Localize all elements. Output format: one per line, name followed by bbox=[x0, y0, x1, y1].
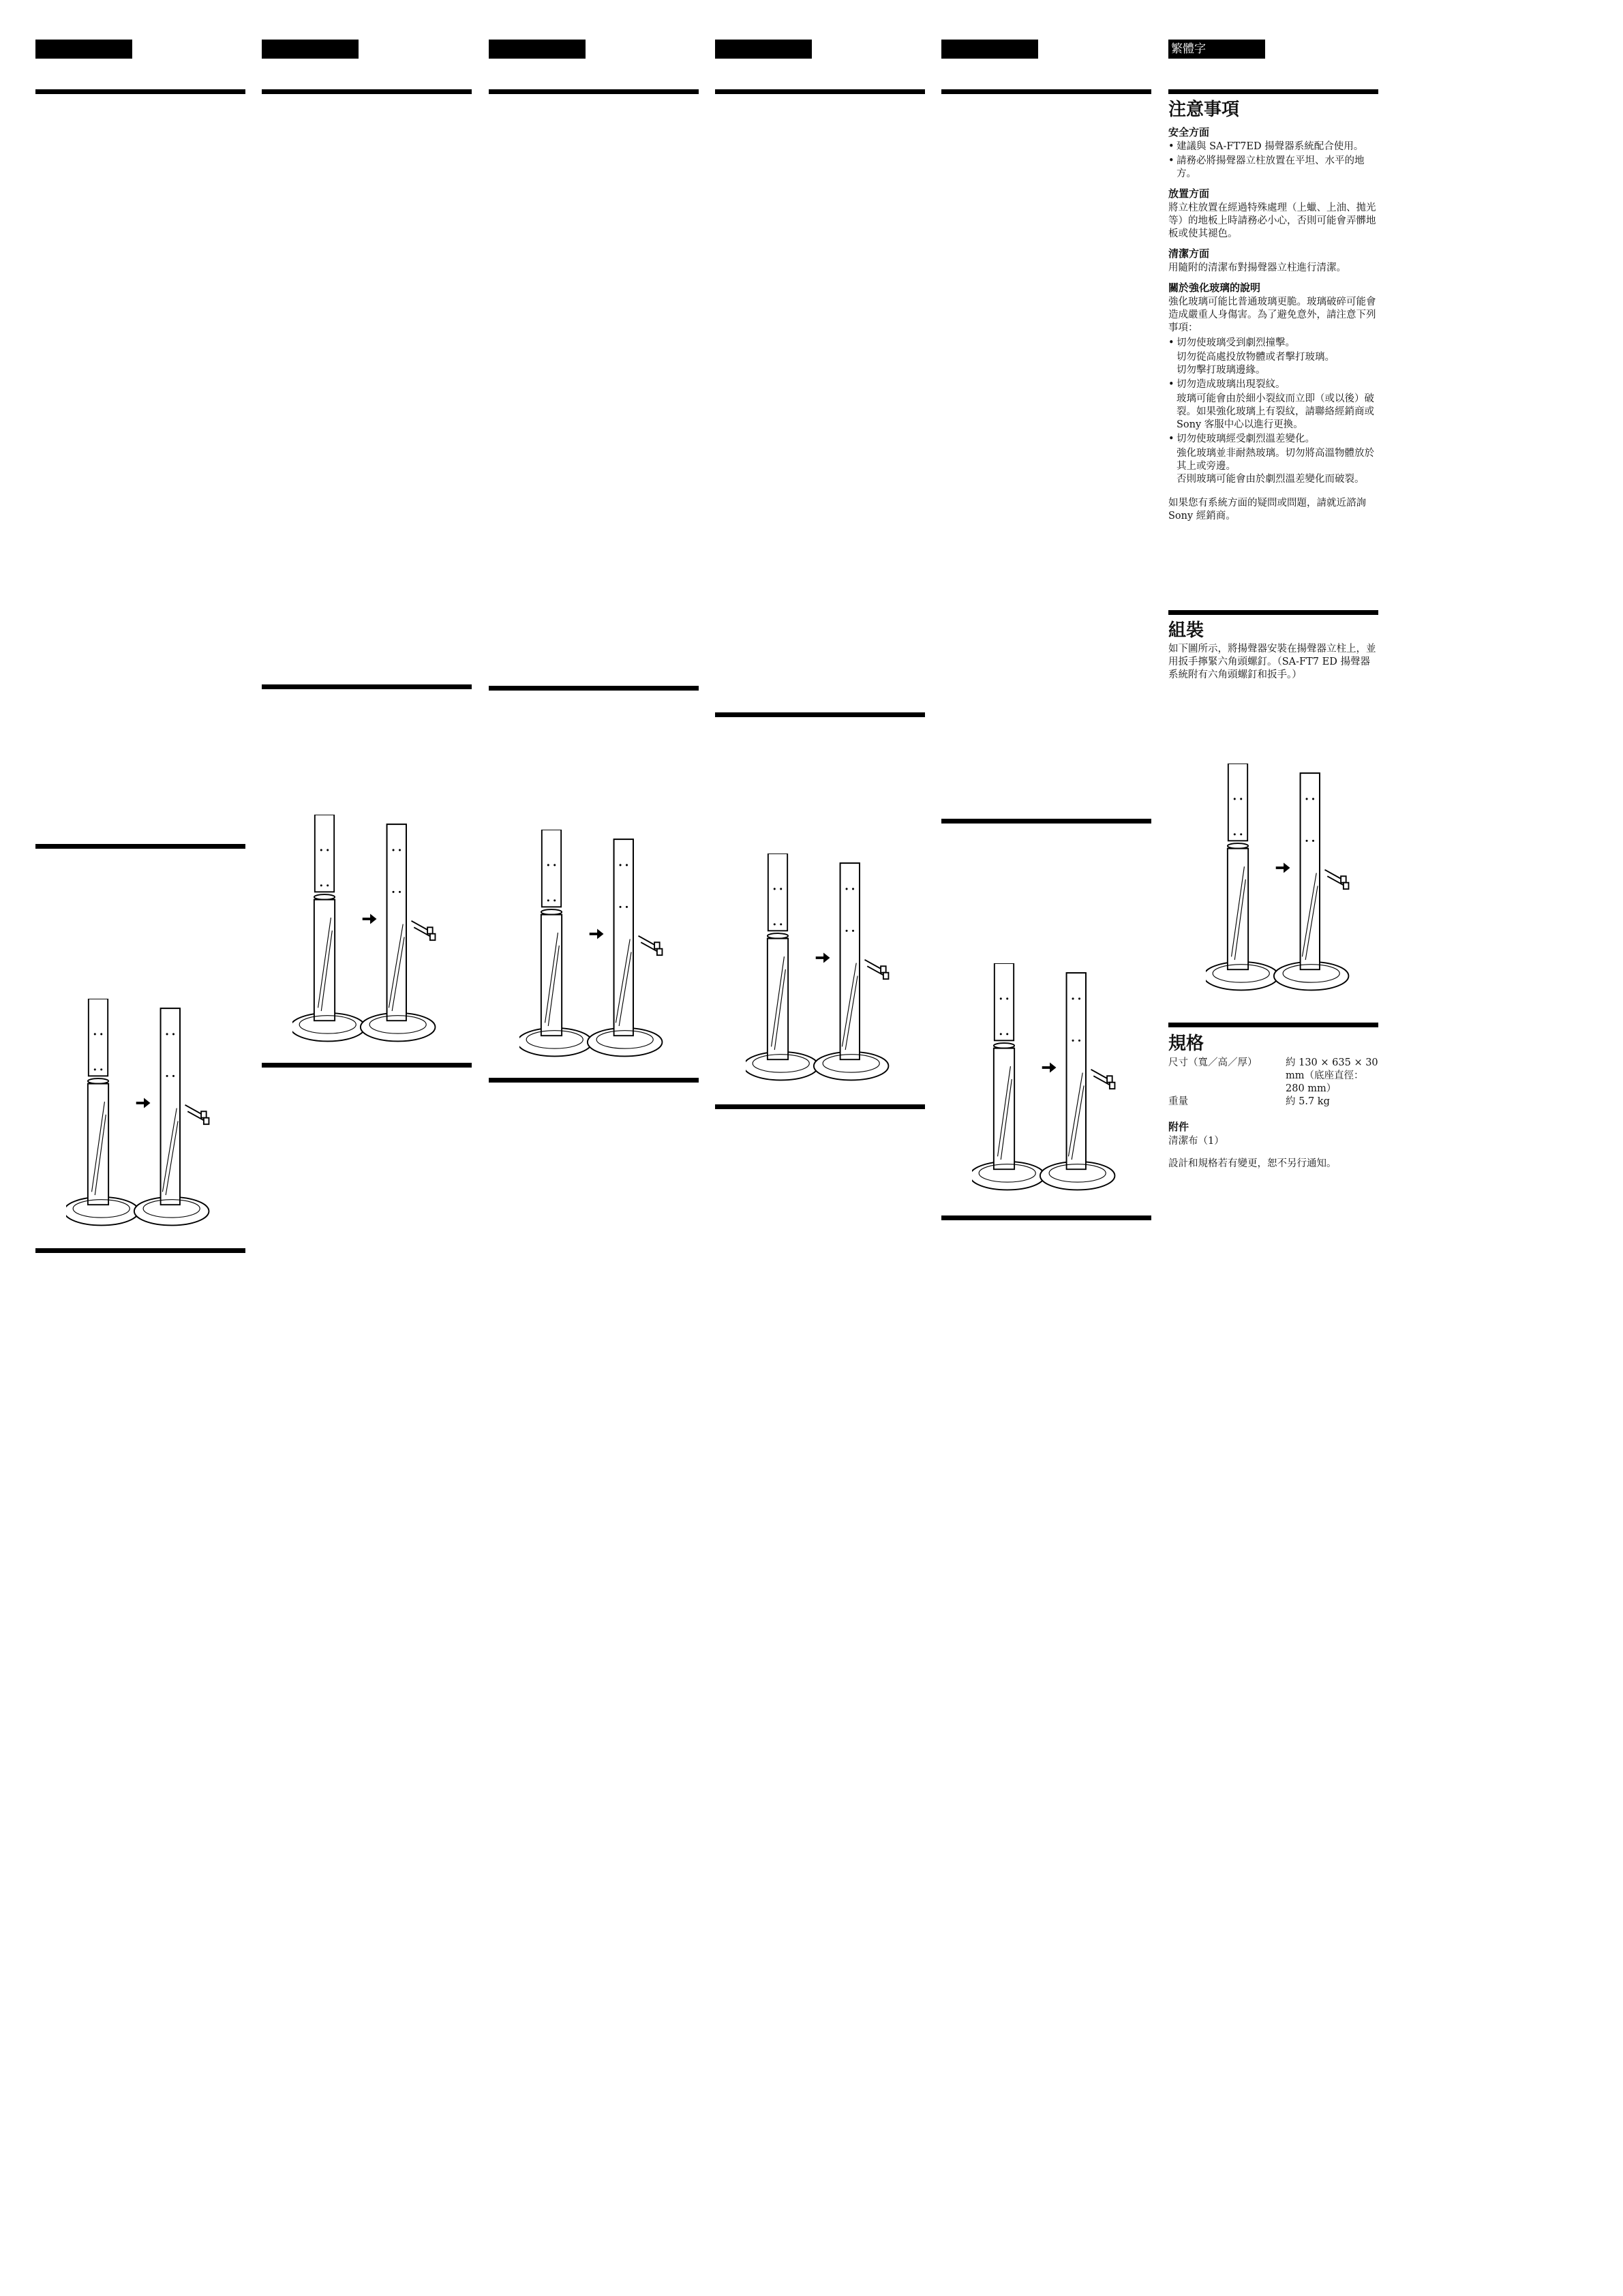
glass-item-head: • 切勿使玻璃受到劇烈撞擊。 bbox=[1168, 337, 1378, 350]
assembly-illustration bbox=[66, 999, 223, 1230]
spec-row bbox=[1168, 1057, 1378, 1096]
spec-row bbox=[1168, 1096, 1378, 1108]
safety-item: • 建議與 SA-FT7ED 揚聲器系統配合使用。 bbox=[1168, 140, 1378, 153]
spec-notice: 設計和規格若有變更，恕不另行通知。 bbox=[1168, 1158, 1337, 1169]
section-rule bbox=[262, 684, 472, 689]
accessories-heading: 附件 bbox=[1168, 1121, 1189, 1133]
specifications-title: 規格 bbox=[1168, 1033, 1204, 1054]
assembly-illustration bbox=[746, 854, 902, 1085]
section-rule bbox=[1168, 89, 1378, 94]
accessories-text: 清潔布（1） bbox=[1168, 1136, 1224, 1147]
glass-item-line: 玻璃可能會由於細小裂紋而立即（或以後）破裂。如果強化玻璃上有裂紋，請聯絡經銷商或 Sony 客服中心以進行更換。 bbox=[1177, 393, 1374, 430]
language-bar bbox=[35, 40, 132, 59]
column-1 bbox=[35, 0, 245, 2296]
cleaning-text: 用隨附的清潔布對揚聲器立柱進行清潔。 bbox=[1168, 262, 1346, 273]
language-bar bbox=[262, 40, 359, 59]
precautions-title: 注意事項 bbox=[1168, 100, 1240, 120]
section-rule bbox=[262, 1063, 472, 1068]
section-rule bbox=[1168, 610, 1378, 615]
glass-item-line: 否則玻璃可能會由於劇烈溫差變化而破裂。 bbox=[1177, 474, 1365, 485]
assembly-illustration bbox=[292, 815, 449, 1046]
spec-value: 約 5.7 kg bbox=[1286, 1096, 1330, 1107]
assembly-illustration bbox=[1206, 764, 1363, 995]
cleaning-heading: 清潔方面 bbox=[1168, 247, 1210, 260]
language-bar bbox=[941, 40, 1038, 59]
column-traditional-chinese bbox=[1168, 0, 1378, 2296]
column-3 bbox=[489, 0, 699, 2296]
column-4 bbox=[715, 0, 925, 2296]
section-rule bbox=[1168, 1023, 1378, 1027]
safety-heading: 安全方面 bbox=[1168, 126, 1210, 138]
column-5 bbox=[941, 0, 1151, 2296]
section-rule bbox=[35, 89, 245, 94]
glass-heading: 關於強化玻璃的說明 bbox=[1168, 282, 1261, 294]
assembly-illustration bbox=[519, 830, 676, 1061]
section-rule bbox=[941, 89, 1151, 94]
section-rule bbox=[715, 712, 925, 717]
glass-item-head: • 切勿使玻璃經受劇烈溫差變化。 bbox=[1168, 433, 1378, 446]
spec-value: 約 130 × 635 × 30 mm（底座直徑：280 mm） bbox=[1286, 1057, 1378, 1094]
spec-label: 重量 bbox=[1168, 1096, 1188, 1107]
language-bar bbox=[715, 40, 812, 59]
precautions-body bbox=[1168, 119, 1378, 525]
section-rule bbox=[35, 844, 245, 849]
contact-text: 如果您有系統方面的疑問或問題，請就近諮詢Sony 經銷商。 bbox=[1168, 498, 1366, 522]
glass-item-line: 強化玻璃並非耐熱玻璃。切勿將高溫物體放於其上或旁邊。 bbox=[1177, 448, 1374, 472]
section-rule bbox=[715, 89, 925, 94]
language-bar bbox=[489, 40, 586, 59]
language-label: 繁體字 bbox=[1168, 40, 1265, 59]
section-rule bbox=[941, 1215, 1151, 1220]
glass-item-line: 切勿擊打玻璃邊緣。 bbox=[1177, 365, 1266, 376]
placement-heading: 放置方面 bbox=[1168, 187, 1210, 200]
section-rule bbox=[489, 89, 699, 94]
section-rule bbox=[489, 686, 699, 691]
spec-label: 尺寸（寬／高／厚） bbox=[1168, 1057, 1258, 1068]
safety-item: • 請務必將揚聲器立柱放置在平坦、水平的地方。 bbox=[1168, 155, 1378, 181]
section-rule bbox=[489, 1078, 699, 1083]
section-rule bbox=[262, 89, 472, 94]
assembly-illustration bbox=[972, 963, 1129, 1195]
glass-item-line: 切勿從高處投放物體或者擊打玻璃。 bbox=[1177, 352, 1335, 363]
specifications-body bbox=[1168, 1057, 1378, 1173]
column-2 bbox=[262, 0, 472, 2296]
placement-text: 將立柱放置在經過特殊處理（上蠟、上油、拋光等）的地板上時請務必小心，否則可能會弄髒地板或使其褪色。 bbox=[1168, 202, 1376, 239]
section-rule bbox=[941, 819, 1151, 824]
assembly-text: 如下圖所示，將揚聲器安裝在揚聲器立柱上，並用扳手擰緊六角頭螺釘。（SA-FT7 ED 揚聲器系統附有六角頭螺釘和扳手。） bbox=[1168, 644, 1376, 680]
assembly-title: 組裝 bbox=[1168, 620, 1204, 641]
glass-item-head: • 切勿造成玻璃出現裂紋。 bbox=[1168, 378, 1378, 391]
section-rule bbox=[35, 1248, 245, 1253]
glass-text: 強化玻璃可能比普通玻璃更脆。玻璃破碎可能會造成嚴重人身傷害。為了避免意外，請注意下列事項： bbox=[1168, 297, 1376, 333]
section-rule bbox=[715, 1104, 925, 1109]
